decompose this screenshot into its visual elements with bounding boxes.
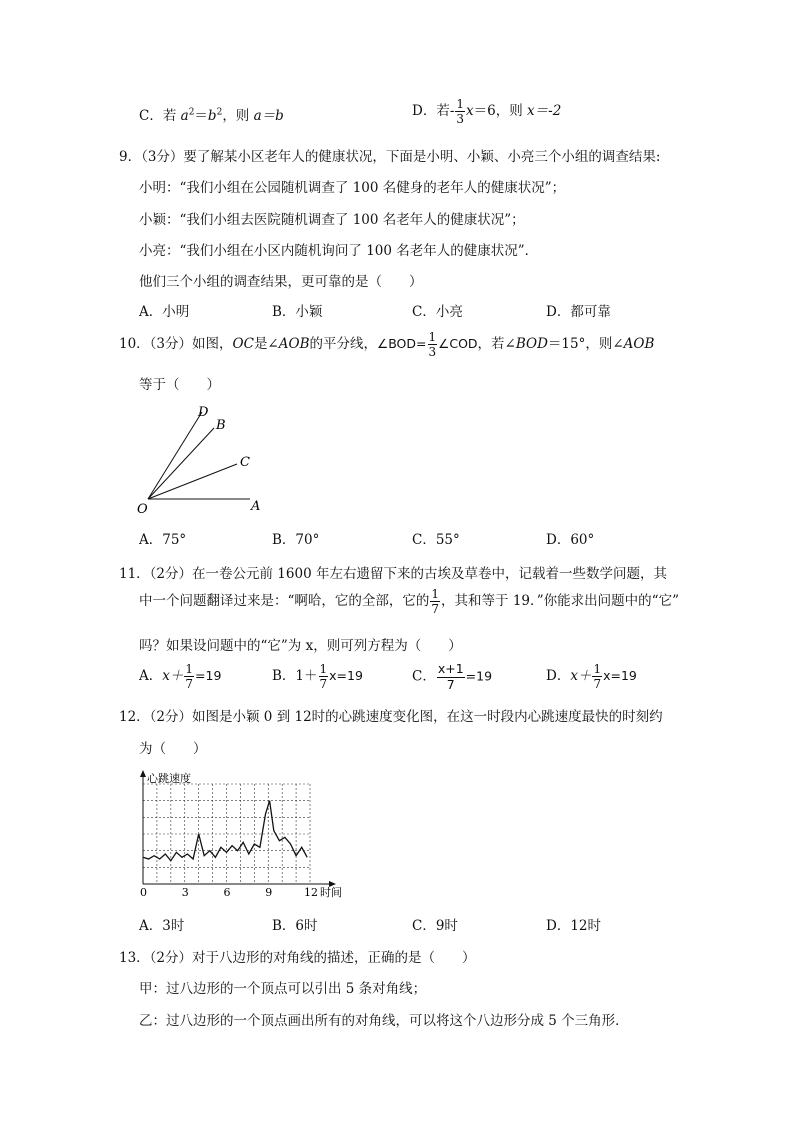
- x-tick-labels: [140, 886, 318, 899]
- q11-option-c[interactable]: [412, 663, 492, 691]
- denominator: 3: [428, 345, 437, 359]
- expr-pre: x＋: [570, 668, 592, 684]
- q12-option-c[interactable]: C．9时: [412, 918, 458, 934]
- q11-option-d[interactable]: [546, 663, 637, 690]
- y-axis-arrow: [140, 770, 146, 777]
- ray-oc: [148, 464, 237, 499]
- y-axis-label: 心跳速度: [147, 772, 191, 785]
- option-label: D．若-: [412, 103, 455, 119]
- fraction: [428, 331, 438, 358]
- fraction: [455, 98, 465, 125]
- denominator: 3: [456, 112, 465, 126]
- label-b: B: [216, 418, 226, 433]
- ray-od: [148, 412, 202, 499]
- q12-line1: 12．（2分）如图是小颖 0 到 12时的心跳速度变化图，在这一时段内心跳速度最快的时刻约: [119, 709, 663, 725]
- fraction: [437, 663, 465, 691]
- expr-pre: x＋: [162, 668, 184, 684]
- heart-rate-line: [143, 801, 307, 861]
- then-text: ，则: [222, 108, 254, 124]
- option-label: C．若: [139, 108, 181, 124]
- stem-text: 中一个问题翻译过来是：“啊哈，它的全部，它的: [139, 593, 430, 609]
- q9-option-a[interactable]: A．小明: [139, 304, 190, 320]
- q12-option-b[interactable]: B．6时: [272, 918, 318, 934]
- q10-option-b[interactable]: B．70°: [272, 532, 320, 548]
- exponent: 2: [216, 107, 223, 118]
- expr-post: x=19: [329, 668, 363, 683]
- q11-option-b[interactable]: [272, 663, 363, 690]
- expr-post: =19: [195, 668, 222, 683]
- stem-text: ，若∠: [477, 336, 516, 352]
- numerator: 1: [456, 97, 465, 111]
- heart-rate-chart: [128, 766, 358, 900]
- q10-option-d[interactable]: D．60°: [546, 532, 595, 548]
- q10-stem: [119, 331, 654, 358]
- denominator: 7: [185, 677, 194, 691]
- label-d: D: [198, 405, 209, 420]
- ray-ob: [148, 428, 214, 499]
- q12-option-a[interactable]: A．3时: [139, 918, 185, 934]
- stem-text: 是∠: [253, 336, 279, 352]
- q13-jia: 甲：过八边形的一个顶点可以引出 5 条对角线；: [139, 981, 427, 997]
- numerator: 1: [431, 587, 440, 601]
- q8-option-d: [412, 98, 561, 125]
- var-a: a: [180, 108, 189, 124]
- denominator: 7: [593, 677, 602, 691]
- q8-option-c: [139, 104, 284, 124]
- equals-sign: ＝: [194, 108, 208, 124]
- numerator: 1: [593, 662, 602, 676]
- angle-aob: AOB: [278, 336, 310, 352]
- x-tick-label: 12: [304, 886, 318, 899]
- q9-line: 小颖：“我们小组去医院随机调查了 100 名老年人的健康状况”；: [139, 212, 525, 228]
- q9-option-b[interactable]: B．小颖: [272, 304, 323, 320]
- q13-yi: 乙：过八边形的一个顶点画出所有的对角线，可以将这个八边形分成 5 个三角形．: [139, 1013, 629, 1029]
- q12-option-d[interactable]: D．12时: [546, 918, 602, 934]
- option-label: C．: [412, 668, 436, 685]
- q9-stem: 9．（3分）要了解某小区老年人的健康状况，下面是小明、小颖、小亮三个小组的调查结果:: [119, 149, 661, 165]
- q9-option-c[interactable]: C．小亮: [412, 304, 463, 320]
- x-tick-label: 0: [140, 886, 147, 899]
- q10-line2: 等于（ ）: [139, 377, 220, 393]
- q11-option-a[interactable]: [139, 663, 221, 690]
- numerator: 1: [185, 662, 194, 676]
- denominator: 7: [446, 676, 455, 692]
- denominator: 7: [431, 602, 440, 616]
- fraction: [184, 663, 194, 690]
- q10-option-c[interactable]: C．55°: [412, 532, 460, 548]
- angle-bod: BOD: [515, 336, 548, 352]
- q10-option-a[interactable]: A．75°: [139, 532, 187, 548]
- expr-post: x=19: [603, 668, 637, 683]
- q11-line1: 11．（2分）在一卷公元前 1600 年左右遗留下来的古埃及草卷中，记载着一些数学问题，其: [119, 566, 667, 582]
- q9-option-d[interactable]: D．都可靠: [546, 304, 611, 320]
- x-axis-label: 时间: [320, 886, 342, 899]
- angle-bod: ∠BOD=: [377, 336, 427, 351]
- q9-line: 小亮：“我们小组在小区内随机询问了 100 名老年人的健康状况”．: [139, 243, 539, 259]
- label-c: C: [240, 455, 250, 470]
- numerator: 1: [428, 330, 437, 344]
- angle-cod: ∠COD: [438, 336, 478, 351]
- option-label: A．: [139, 668, 163, 684]
- rest-text: ＝6，则: [473, 103, 528, 119]
- fraction: [592, 663, 602, 690]
- label-o: O: [137, 502, 148, 517]
- var-b: b: [207, 108, 217, 124]
- stem-text: 10．（3分）如图，: [119, 336, 233, 352]
- stem-text: 的平分线，: [309, 336, 377, 352]
- q13-stem: 13．（2分）对于八边形的对角线的描述，正确的是（ ）: [119, 950, 476, 966]
- denominator: 7: [319, 677, 328, 691]
- ray-oc: OC: [232, 336, 254, 352]
- x-tick-label: 3: [181, 886, 189, 899]
- stem-text: ，其和等于 19．”你能求出问题中的“它”: [441, 593, 679, 609]
- angle-aob: AOB: [623, 336, 655, 352]
- option-label: D．: [546, 668, 571, 684]
- numerator: x+1: [437, 661, 464, 676]
- result-text: a＝b: [253, 108, 284, 124]
- q12-line2: 为（ ）: [139, 741, 207, 757]
- label-a: A: [251, 499, 261, 514]
- expr-pre: 1＋: [295, 668, 318, 684]
- x-tick-label: 9: [265, 886, 273, 899]
- expr-post: =19: [465, 668, 493, 684]
- q9-line: 他们三个小组的调查结果，更可靠的是（ ）: [139, 274, 423, 290]
- q11-line2: [139, 588, 679, 615]
- numerator: 1: [319, 662, 328, 676]
- result-text: x＝-2: [527, 103, 562, 119]
- fraction: [430, 588, 440, 615]
- option-label: B．: [272, 668, 296, 684]
- var-x: x: [466, 103, 474, 119]
- chart-grid: [143, 784, 310, 884]
- fraction: [319, 663, 329, 690]
- q9-line: 小明：“我们小组在公园随机调查了 100 名健身的老年人的健康状况”；: [139, 180, 566, 196]
- angle-figure: [130, 398, 280, 518]
- stem-text: ＝15°，则∠: [547, 336, 624, 352]
- exponent: 2: [188, 107, 195, 118]
- x-tick-label: 6: [223, 886, 231, 899]
- q11-line3: 吗？如果设问题中的“它”为 x，则可列方程为（ ）: [139, 638, 462, 654]
